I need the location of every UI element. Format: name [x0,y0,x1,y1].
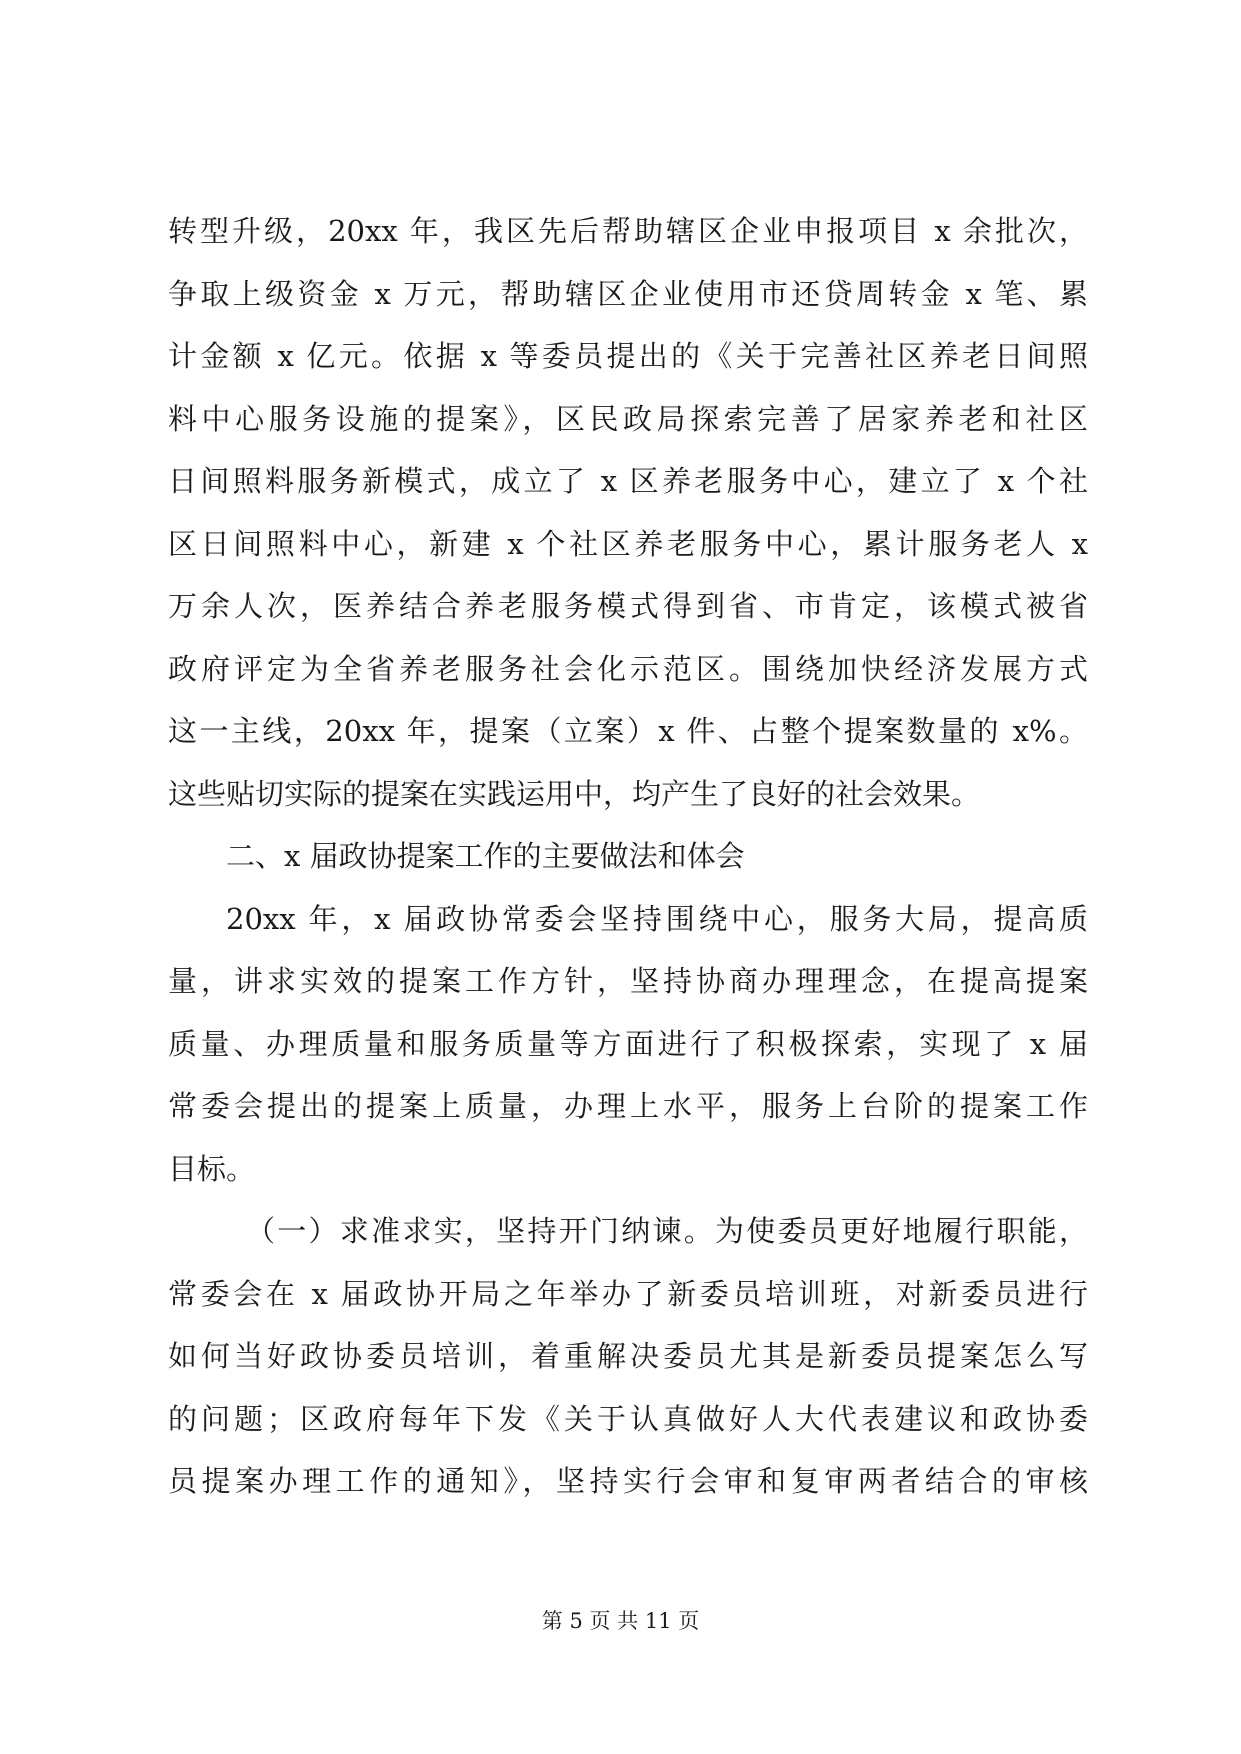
text-line: 料中心服务设施的提案》，区民政局探索完善了居家养老和社区 [168,401,1088,436]
text-line: 二、x 届政协提案工作的主要做法和体会 [226,839,745,873]
text-line: （一）求准求实，坚持开门纳谏。为使委员更好地履行职能， [246,1214,1088,1248]
text-line: 区日间照料中心，新建 x 个社区养老服务中心，累计服务老人 x [168,526,1088,561]
text-line: 的问题；区政府每年下发《关于认真做好人大代表建议和政协委 [168,1401,1088,1436]
text-line: 万余人次，医养结合养老服务模式得到省、市肯定，该模式被省 [168,589,1088,623]
text-line: 这些贴切实际的提案在实践运用中，均产生了良好的社会效果。 [168,776,981,811]
text-line: 计金额 x 亿元。依据 x 等委员提出的《关于完善社区养老日间照 [168,339,1088,373]
text-line: 这一主线，20xx 年，提案（立案）x 件、占整个提案数量的 x%。 [168,714,1088,748]
text-line: 常委会在 x 届政协开局之年举办了新委员培训班，对新委员进行 [168,1276,1088,1311]
text-line: 如何当好政协委员培训，着重解决委员尤其是新委员提案怎么写 [168,1339,1088,1373]
text-line: 常委会提出的提案上质量，办理上水平，服务上台阶的提案工作 [168,1089,1088,1123]
text-line: 量，讲求实效的提案工作方针，坚持协商办理理念，在提高提案 [168,964,1088,998]
text-line: 转型升级，20xx 年，我区先后帮助辖区企业申报项目 x 余批次， [168,214,1088,248]
text-line: 日间照料服务新模式，成立了 x 区养老服务中心，建立了 x 个社 [168,464,1088,498]
text-line: 质量、办理质量和服务质量等方面进行了积极探索，实现了 x 届 [168,1026,1088,1061]
page-footer: 第 5 页 共 11 页 [541,1609,700,1633]
text-line: 政府评定为全省养老服务社会化示范区。围绕加快经济发展方式 [168,651,1088,686]
body-text [168,200,1088,1513]
text-line: 目标。 [168,1151,256,1186]
text-line: 员提案办理工作的通知》，坚持实行会审和复审两者结合的审核 [168,1464,1088,1498]
text-line: 20xx 年，x 届政协常委会坚持围绕中心，服务大局，提高质 [226,901,1088,936]
text-line: 争取上级资金 x 万元，帮助辖区企业使用市还贷周转金 x 笔、累 [168,276,1088,311]
